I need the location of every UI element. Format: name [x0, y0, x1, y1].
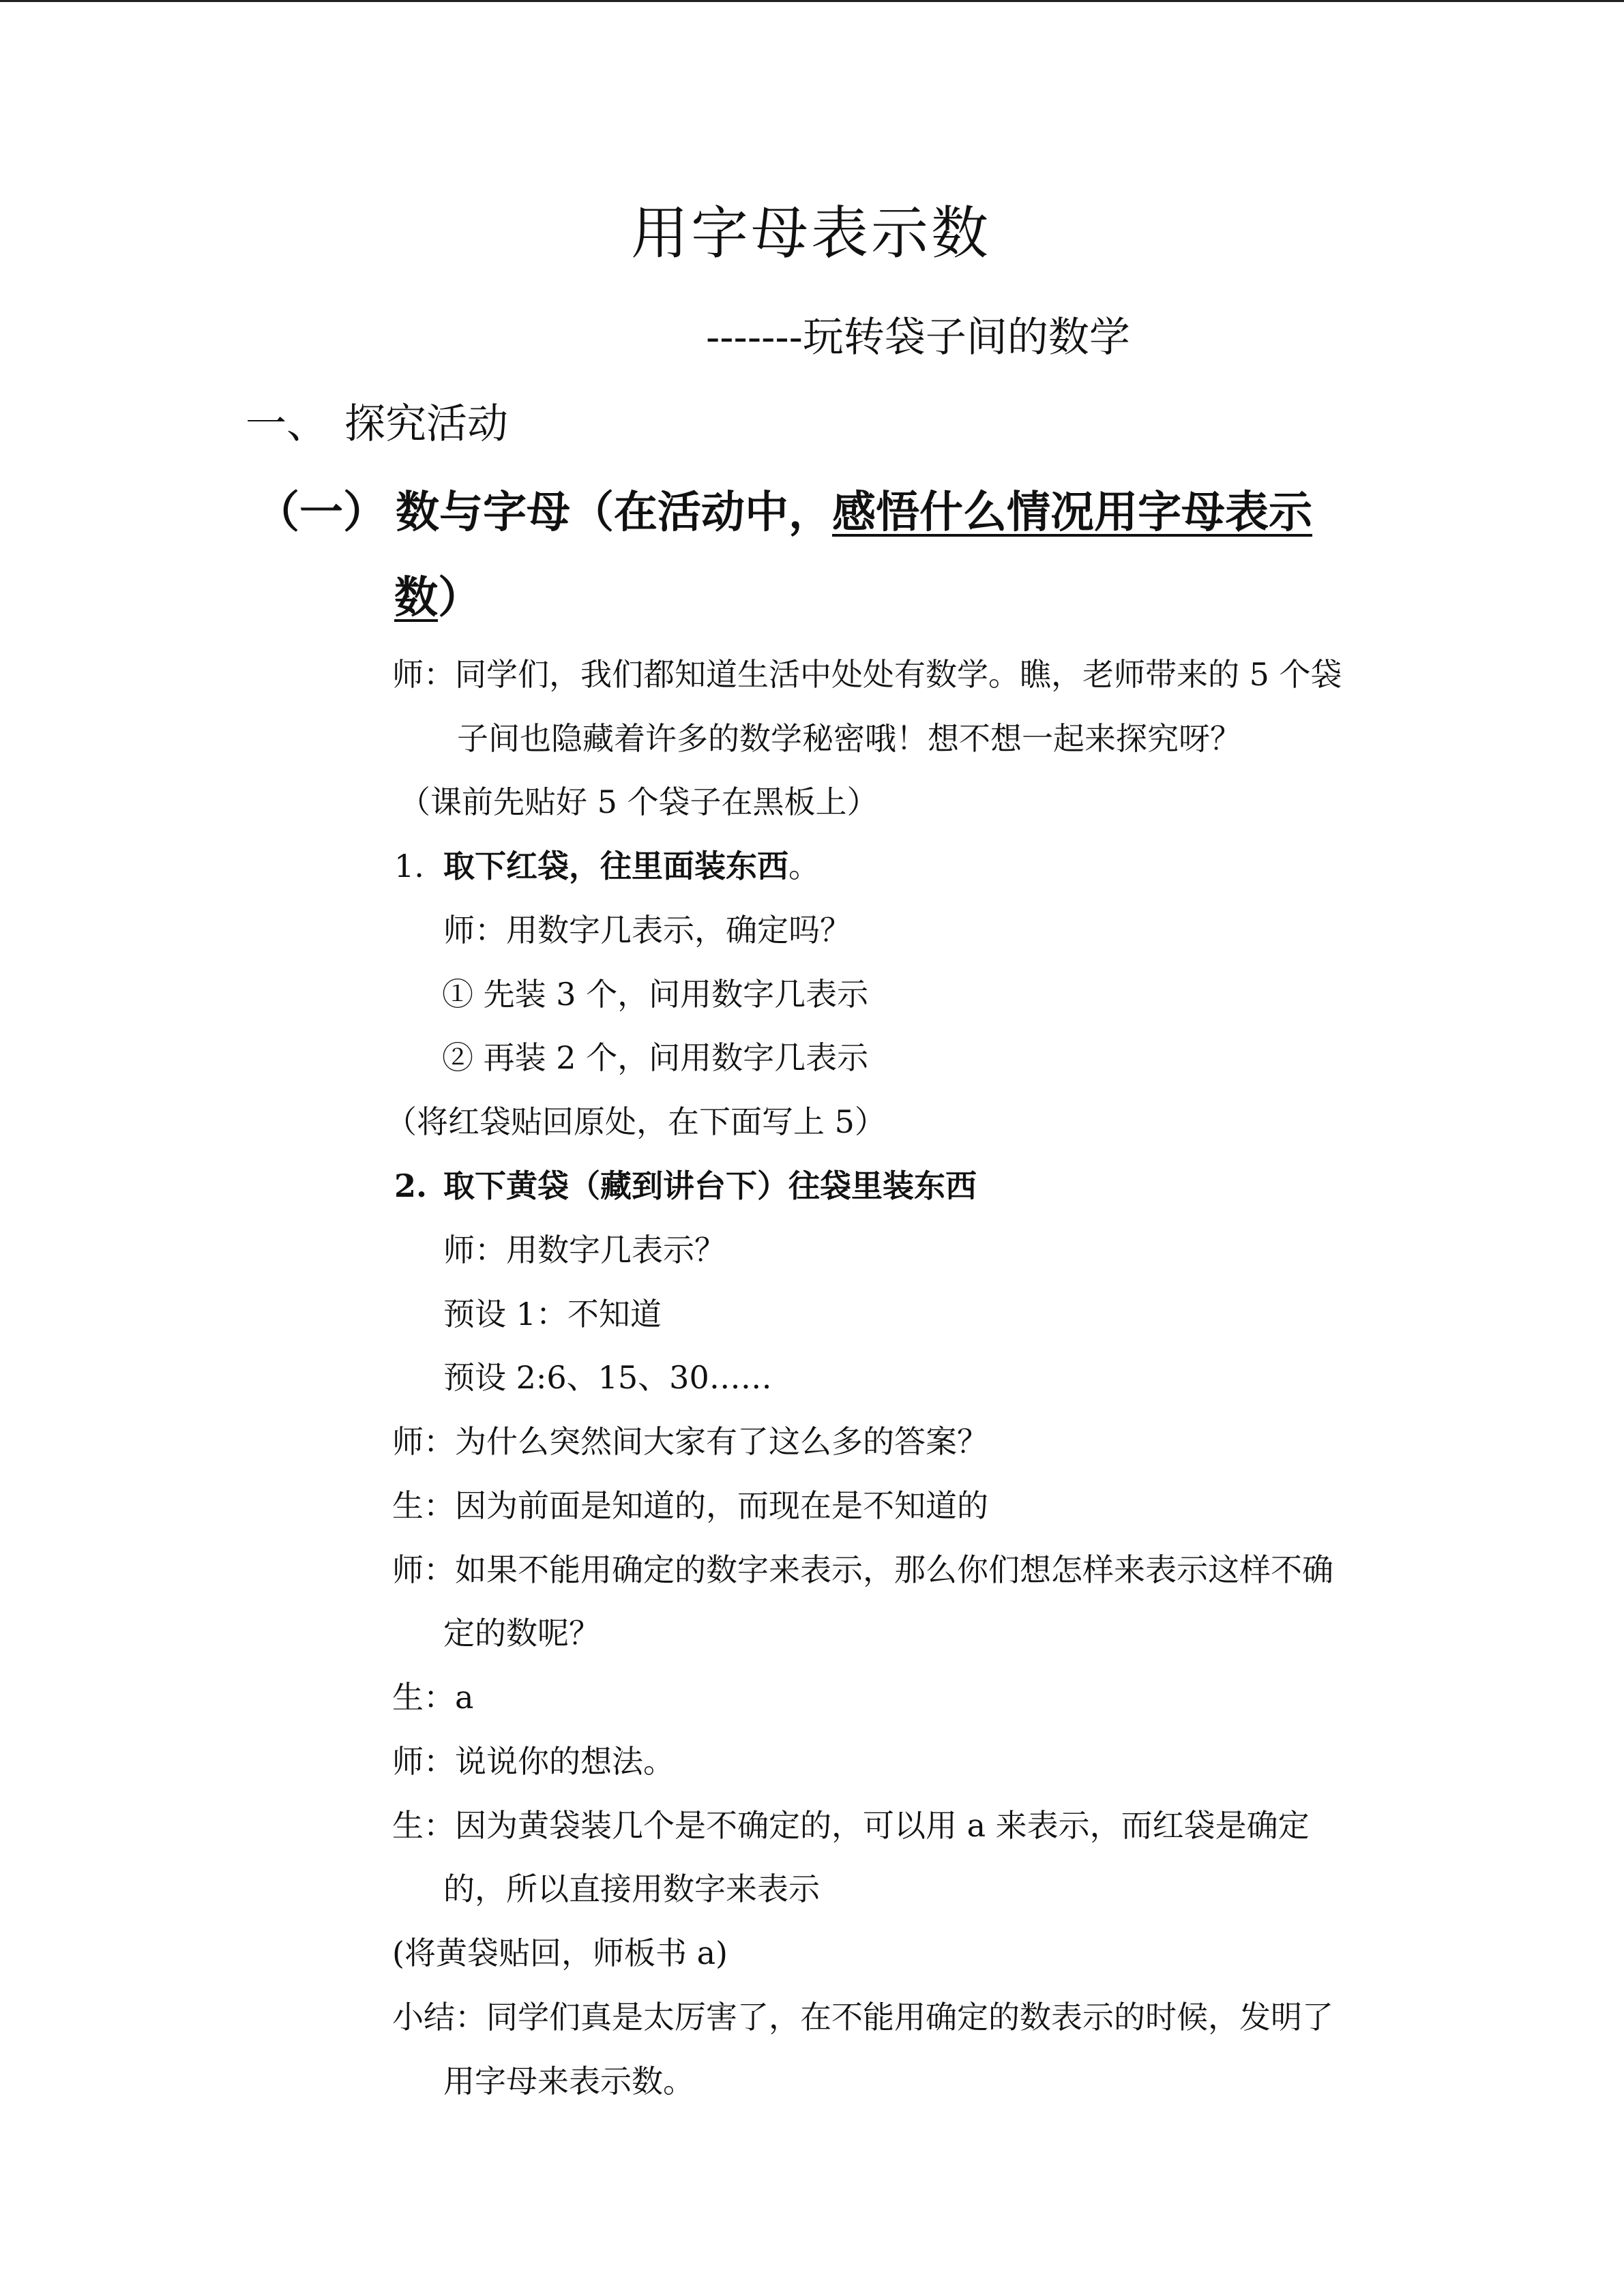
subsection-heading — [256, 487, 1312, 538]
paragraph-summary-cont: 用字母来表示数。 — [443, 2063, 694, 2100]
paragraph-teacher-intro: 师：同学们，我们都知道生活中处处有数学。瞧，老师带来的 5 个袋 — [392, 656, 1342, 693]
paragraph-note-red-bag: （将红袋贴回原处，在下面写上 5） — [385, 1103, 886, 1140]
list-item-1 — [394, 850, 820, 882]
subsection-number: （一） — [256, 487, 387, 538]
section-title: 探究活动 — [344, 400, 508, 448]
paragraph-student-a3: 生：因为黄袋装几个是不确定的，可以用 a 来表示，而红袋是确定 — [392, 1807, 1310, 1844]
list-item-number: 2. — [394, 1167, 428, 1204]
section-heading-1 — [246, 400, 508, 448]
paragraph-student-a3-cont: 的，所以直接用数字来表示 — [443, 1870, 820, 1907]
paragraph-student-a1: 生：因为前面是知道的，而现在是不知道的 — [392, 1487, 988, 1524]
paragraph-teacher-q2: 师：用数字几表示？ — [443, 1232, 726, 1268]
subsection-heading-continued — [394, 572, 482, 623]
paragraph-note-yellow-bag: (将黄袋贴回，师板书 a) — [392, 1935, 728, 1971]
paragraph-step-2: ② 再装 2 个，问用数字几表示 — [442, 1039, 869, 1076]
section-number: 一、 — [246, 400, 327, 448]
list-item-number: 1. — [394, 848, 424, 884]
paragraph-teacher-q3: 师：为什么突然间大家有了这么多的答案？ — [392, 1423, 988, 1460]
paragraph-preset-2: 预设 2:6、15、30…… — [443, 1359, 772, 1396]
paragraph-teacher-q4-cont: 定的数呢？ — [443, 1615, 600, 1652]
list-item-text: 取下红袋，往里面装东西 — [443, 848, 788, 884]
paragraph-preset-1: 预设 1：不知道 — [443, 1296, 662, 1332]
page-subtitle: -------玩转袋子间的数学 — [706, 314, 1130, 361]
list-item-punct: 。 — [788, 848, 820, 884]
paragraph-teacher-q4: 师：如果不能用确定的数字来表示，那么你们想怎样来表示这样不确 — [392, 1551, 1333, 1588]
paragraph-student-a2: 生：a — [392, 1679, 474, 1716]
list-item-2 — [394, 1167, 977, 1204]
paragraph-step-1: ① 先装 3 个，问用数字几表示 — [442, 976, 869, 1013]
paragraph-summary: 小结：同学们真是太厉害了，在不能用确定的数表示的时候，发明了 — [392, 1999, 1333, 2036]
paragraph-note-before-class: （课前先贴好 5 个袋子在黑板上） — [399, 784, 879, 820]
paragraph-teacher-intro-cont: 子间也隐藏着许多的数学秘密哦！想不想一起来探究呀？ — [457, 720, 1241, 757]
list-item-text: 取下黄袋（藏到讲台下）往袋里装东西 — [443, 1167, 977, 1204]
page-title: 用字母表示数 — [631, 200, 992, 267]
subsection-title-plain: 数与字母（在活动中， — [396, 487, 832, 538]
paragraph-teacher-q5: 师：说说你的想法。 — [392, 1743, 675, 1780]
paragraph-teacher-q1: 师：用数字几表示，确定吗？ — [443, 912, 851, 949]
subsection-title-end: ） — [438, 572, 482, 623]
subsection-title-underlined-2: 数 — [394, 572, 438, 623]
subsection-title-underlined: 感悟什么情况用字母表示 — [832, 487, 1312, 538]
page-top-border — [0, 0, 1624, 2]
